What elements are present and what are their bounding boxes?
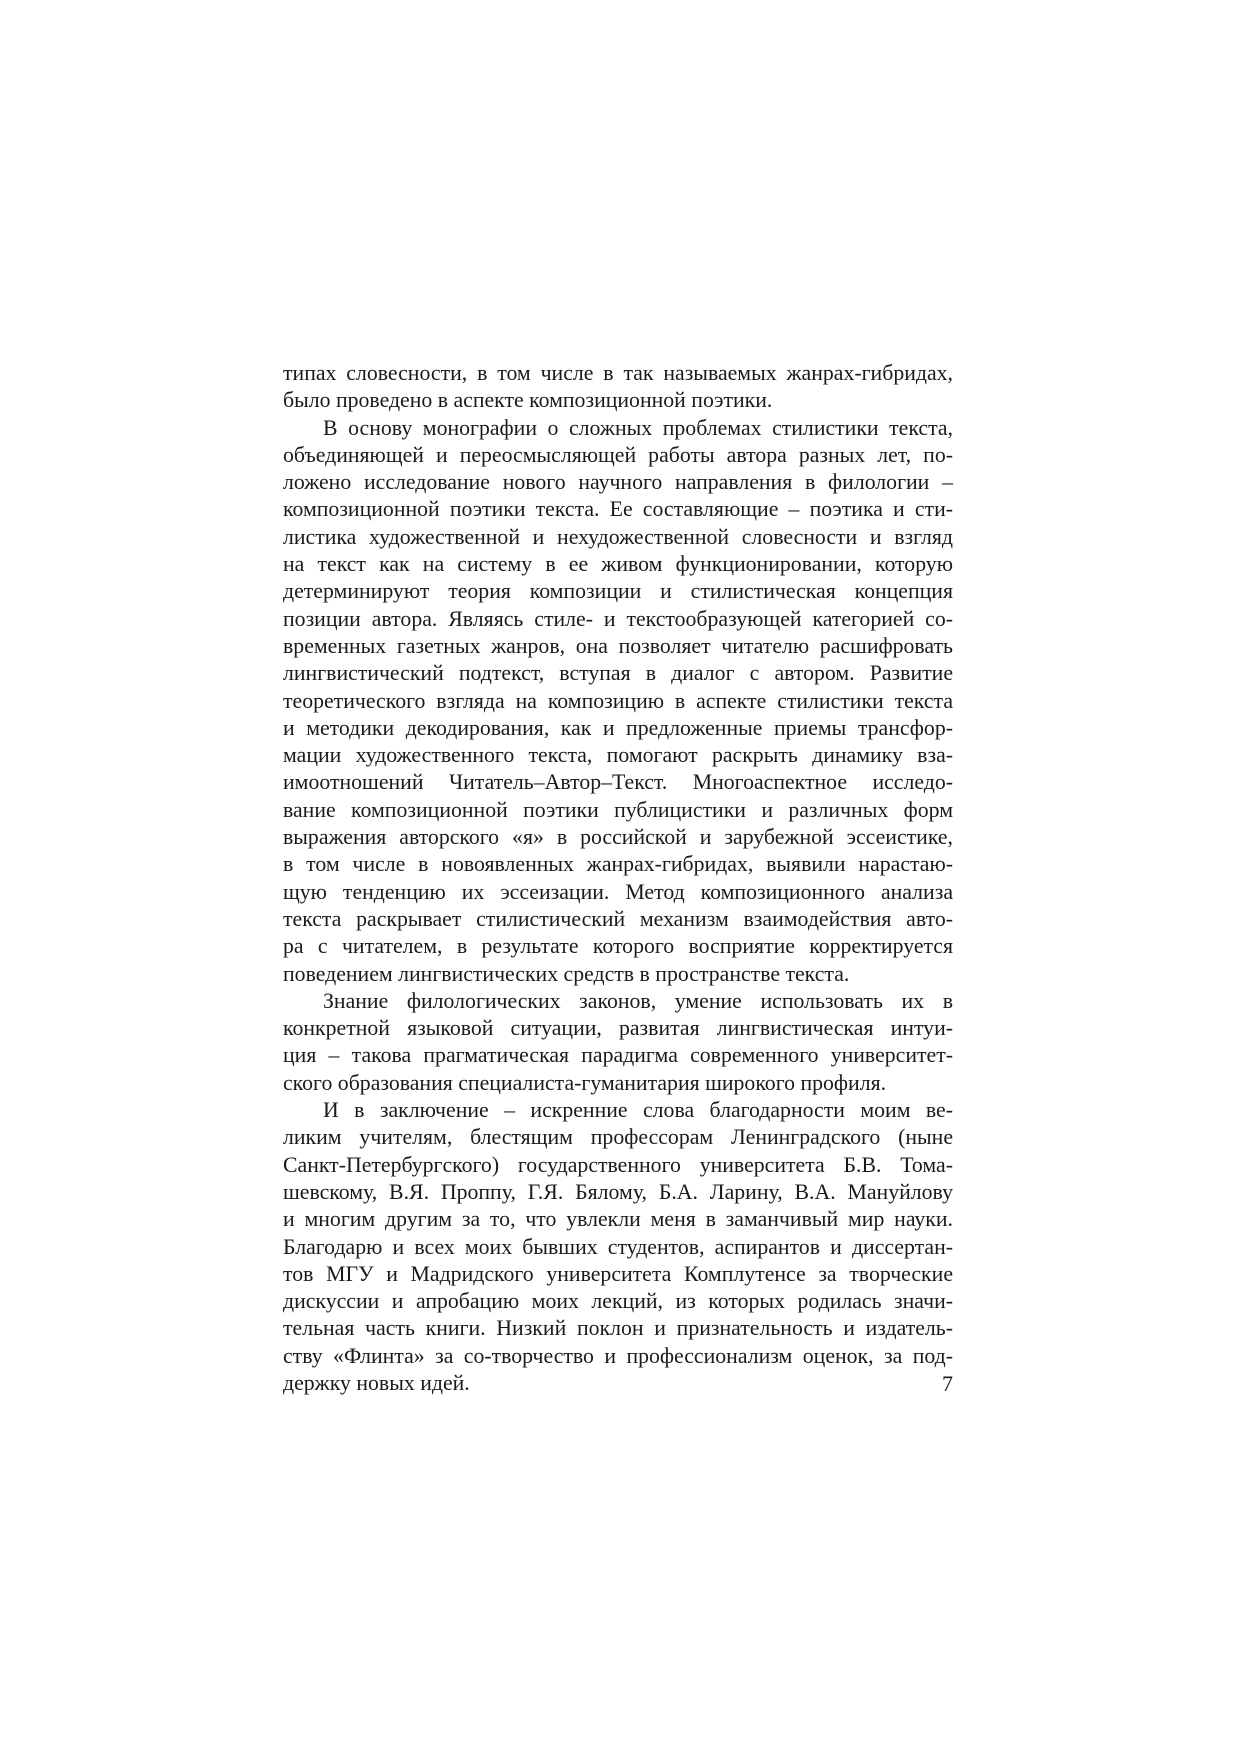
text-line: выражения авторского «я» в российской и зарубежной эссеистике, <box>283 825 953 850</box>
text-line: мации художественного текста, помогают раскрыть динамику вза- <box>283 743 953 768</box>
text-line: ликим учителям, блестящим профессорам Ленинградского (ныне <box>283 1125 953 1150</box>
text-line: ра с читателем, в результате которого восприятие корректируется <box>283 934 953 959</box>
paragraph-1 <box>283 360 953 415</box>
text-line: ству «Флинта» за со-творчество и профессионализм оценок, за под- <box>283 1343 953 1368</box>
text-line: тельная часть книги. Низкий поклон и признательность и издатель- <box>283 1316 953 1341</box>
text-line: вание композиционной поэтики публицистики и различных форм <box>283 797 953 822</box>
text-line: теоретического взгляда на композицию в аспекте стилистики текста <box>283 688 953 713</box>
text-line: Знание филологических законов, умение использовать их в <box>323 988 953 1013</box>
text-line: В основу монографии о сложных проблемах стилистики текста, <box>323 415 953 440</box>
text-line: тов МГУ и Мадридского университета Комплутенсе за творческие <box>283 1261 953 1286</box>
text-line: и многим другим за то, что увлекли меня в заманчивый мир науки. <box>283 1207 953 1232</box>
text-line: типах словесности, в том числе в так называемых жанрах-гибридах, <box>283 361 953 385</box>
paragraph-3 <box>283 988 953 1097</box>
text-line: текста раскрывает стилистический механизм взаимодействия авто- <box>283 906 953 931</box>
text-line: дискуссии и апробацию моих лекций, из которых родилась значи- <box>283 1289 953 1314</box>
text-line: композиционной поэтики текста. Ее составляющие – поэтика и сти- <box>283 497 953 522</box>
text-line: имоотношений Читатель–Автор–Текст. Многоаспектное исследо- <box>283 770 953 795</box>
text-line: в том числе в новоявленных жанрах-гибридах, выявили нарастаю- <box>283 852 953 877</box>
text-line: шевскому, В.Я. Проппу, Г.Я. Бялому, Б.А. Ларину, В.А. Мануйлову <box>283 1179 953 1204</box>
text-line: было проведено в аспекте композиционной поэтики. <box>283 388 773 413</box>
text-line: конкретной языковой ситуации, развитая лингвистическая интуи- <box>283 1016 953 1041</box>
text-line: детерминируют теория композиции и стилистическая концепция <box>283 579 953 604</box>
text-line: и методики декодирования, как и предложенные приемы трансфор- <box>283 715 953 740</box>
text-line: объединяющей и переосмысляющей работы автора разных лет, по- <box>283 442 953 467</box>
text-line: Благодарю и всех моих бывших студентов, аспирантов и диссертан- <box>283 1234 953 1259</box>
paragraph-4 <box>283 1097 953 1397</box>
page-body <box>283 360 953 1397</box>
text-line: ция – такова прагматическая парадигма современного университет- <box>283 1043 953 1068</box>
text-line: временных газетных жанров, она позволяет читателю расшифровать <box>283 633 953 658</box>
paragraph-2 <box>283 415 953 988</box>
text-line: лингвистический подтекст, вступая в диалог с автором. Развитие <box>283 661 953 686</box>
text-line: поведением лингвистических средств в пространстве текста. <box>283 961 850 986</box>
text-line: позиции автора. Являясь стиле- и текстообразующей категорией со- <box>283 606 953 631</box>
text-line: И в заключение – искренние слова благодарности моим ве- <box>323 1098 953 1123</box>
text-line: щую тенденцию их эссеизации. Метод композиционного анализа <box>283 879 953 904</box>
text-line: Санкт-Петербургского) государственного университета Б.В. Тома- <box>283 1152 953 1177</box>
text-line: ского образования специалиста-гуманитария широкого профиля. <box>283 1070 887 1095</box>
text-line: ложено исследование нового научного направления в филологии – <box>283 470 953 495</box>
text-line: держку новых идей. <box>283 1370 470 1395</box>
page-number: 7 <box>942 1371 953 1396</box>
text-line: листика художественной и нехудожественной словесности и взгляд <box>283 524 953 549</box>
text-line: на текст как на систему в ее живом функционировании, которую <box>283 552 953 577</box>
